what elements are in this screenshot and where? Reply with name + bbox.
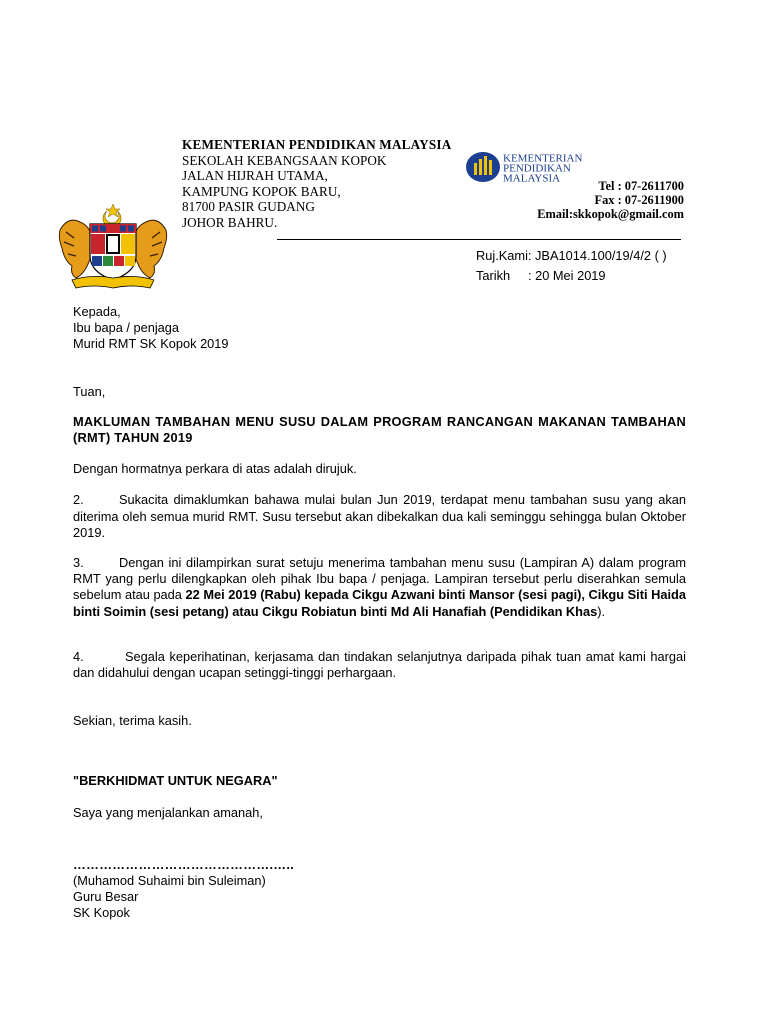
malaysia-coat-of-arms xyxy=(52,202,174,294)
date-row xyxy=(476,266,667,286)
paragraph-4 xyxy=(73,649,686,681)
contact-block xyxy=(537,180,684,221)
address-line-1: SEKOLAH KEBANGSAAN KOPOK xyxy=(182,152,387,168)
signature-dots: ……………………………………….….. xyxy=(73,856,295,872)
address-line-2: JALAN HIJRAH UTAMA, xyxy=(182,168,328,184)
tarikh-value: : 20 Mei 2019 xyxy=(528,268,606,283)
paragraph-3-text: Dengan ini dilampirkan surat setuju menerima tambahan menu susu (Lampiran A) dalam program RMT yang perlu dilengkapkan oleh pihak Ibu bapa / penjaga. Lampiran tersebut perlu diserahkan semula sebelum atau pada xyxy=(73,555,686,603)
ruj-value: JBA1014.100/19/4/2 ( ) xyxy=(535,248,667,263)
signature-block xyxy=(73,857,686,922)
closing-line: Sekian, terima kasih. xyxy=(73,713,192,729)
subject-heading: MAKLUMAN TAMBAHAN MENU SUSU DALAM PROGRAM RANCANGAN MAKANAN TAMBAHAN (RMT) TAHUN 2019 xyxy=(73,413,686,446)
signatory-position: Guru Besar xyxy=(73,889,139,905)
recipient-line-2: Ibu bapa / penjaga xyxy=(73,320,180,336)
signatory-name: (Muhamod Suhaimi bin Suleiman) xyxy=(73,873,266,889)
paragraph-4-text: Segala keperihatinan, kerjasama dan tindakan selanjutnya daripada pihak tuan amat kami hargai dan didahului dengan ucapan setinggi-tinggi perhargaan. xyxy=(73,648,686,681)
opening-line: Dengan hormatnya perkara di atas adalah dirujuk. xyxy=(73,461,357,477)
logo-text-1: KEMENTERIAN xyxy=(503,152,583,165)
recipient-line-3: Murid RMT SK Kopok 2019 xyxy=(73,336,229,352)
paragraph-2 xyxy=(73,492,686,541)
paragraph-2-text: Sukacita dimaklumkan bahawa mulai bulan Jun 2019, terdapat menu tambahan susu yang akan diterima oleh semua murid RMT. Susu tersebut akan dibekalkan dua kali seminggu sehingga bulan Oktober 2019. xyxy=(73,492,686,540)
signatory-school: SK Kopok xyxy=(73,905,130,921)
ruj-label: Ruj.Kami: xyxy=(476,248,532,263)
address-line-4: 81700 PASIR GUDANG xyxy=(182,199,315,215)
ministry-name: KEMENTERIAN PENDIDIKAN MALAYSIA xyxy=(182,137,452,152)
tel-number: Tel : 07-2611700 xyxy=(598,179,684,193)
salutation: Tuan, xyxy=(73,383,106,399)
fax-number: Fax : 07-2611900 xyxy=(594,192,684,207)
paragraph-4-number: 4. xyxy=(73,648,84,664)
address-line-3: KAMPUNG KOPOK BARU, xyxy=(182,183,341,199)
trust-line: Saya yang menjalankan amanah, xyxy=(73,804,263,820)
recipient-line-1: Kepada, xyxy=(73,304,121,319)
paragraph-3-deadline: 22 Mei 2019 (Rabu) kepada Cikgu Azwani binti Mansor (sesi pagi), Cikgu Siti Haida binti Soimin (sesi petang) atau Cikgu Robiatun binti Md Ali Hanafiah (Pendidikan Khas xyxy=(73,587,686,619)
paragraph-3-end: ). xyxy=(597,603,606,619)
paragraph-3 xyxy=(73,555,686,620)
recipient-block xyxy=(73,304,686,353)
letter-body xyxy=(73,304,686,922)
paragraph-2-number: 2. xyxy=(73,492,84,508)
letterhead-divider xyxy=(277,239,681,240)
logo-text-2: PENDIDIKAN xyxy=(503,162,571,175)
paragraph-3-number: 3. xyxy=(73,555,84,571)
reference-block xyxy=(476,246,667,286)
motto: "BERKHIDMAT UNTUK NEGARA" xyxy=(73,773,278,789)
logo-text-3: MALAYSIA xyxy=(503,172,561,185)
school-address-block xyxy=(182,137,452,231)
tarikh-label: Tarikh xyxy=(476,268,511,283)
address-line-5: JOHOR BAHRU. xyxy=(182,214,278,230)
email-address: Email:skkopok@gmail.com xyxy=(537,206,684,221)
reference-row xyxy=(476,246,667,266)
